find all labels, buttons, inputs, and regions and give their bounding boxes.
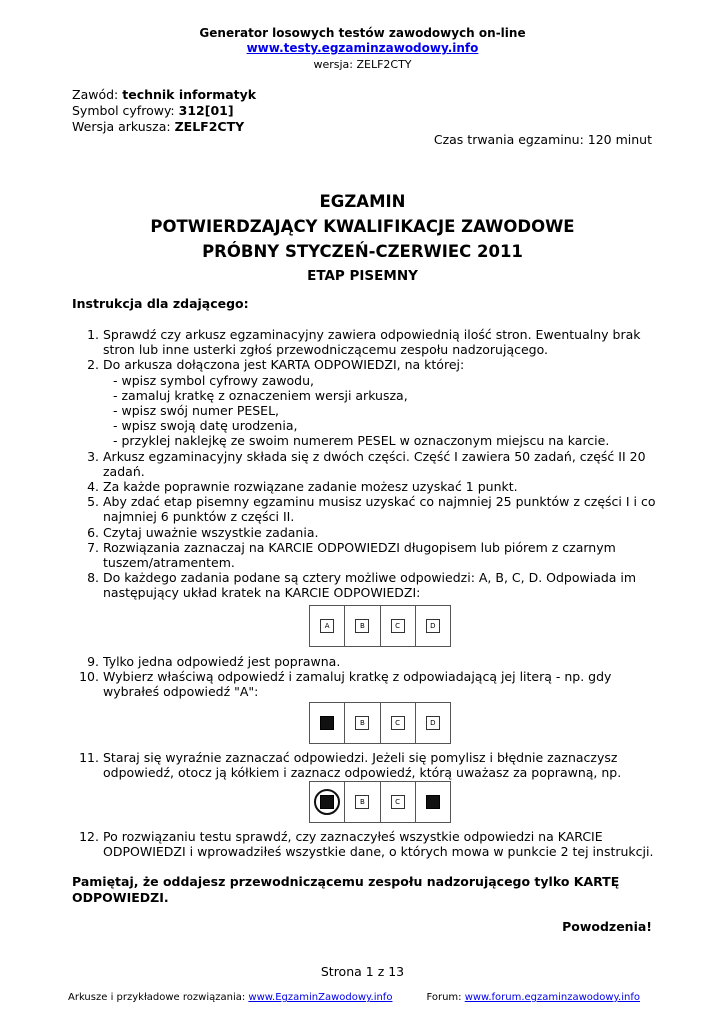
good-luck-text: Powodzenia!	[562, 919, 652, 934]
title-line-4: ETAP PISEMNY	[307, 268, 418, 284]
answer-cell-b	[345, 782, 380, 822]
footer-right	[426, 992, 640, 1003]
correction-circle-icon	[314, 789, 340, 815]
list-item	[72, 750, 662, 780]
item-number: 10.	[79, 669, 99, 685]
list-item	[72, 654, 662, 669]
item-number: 3.	[87, 448, 99, 464]
answer-box-d: D	[426, 716, 440, 730]
symbol-value: 312[01]	[178, 103, 234, 118]
answer-box-d-filled	[426, 795, 440, 809]
item-number: 4.	[87, 479, 99, 495]
list-item	[72, 494, 662, 524]
item-text: Czytaj uważnie wszystkie zadania.	[103, 524, 319, 540]
answer-cell-a	[310, 606, 345, 646]
instructions-list-part-1	[72, 327, 662, 601]
item-text: Po rozwiązaniu testu sprawdź, czy zaznaczyłeś wszystkie odpowiedzi na KARCIE ODPOWIEDZI i wprowadziłeś wszystkie dane, o których mowa w punkcie 2 tej instrukcji.	[103, 829, 654, 860]
profession-line	[72, 86, 256, 103]
answer-cell-d	[416, 703, 450, 743]
instructions-list-part-4	[72, 829, 662, 859]
item-number: 11.	[79, 750, 99, 765]
item-number: 8.	[87, 570, 99, 586]
item-number: 2.	[87, 357, 99, 373]
list-item	[72, 449, 662, 479]
exam-titles	[0, 189, 725, 287]
answer-cell-b	[345, 606, 380, 646]
answer-box-b: B	[355, 619, 369, 633]
symbol-line	[72, 102, 234, 119]
answer-box-d: D	[426, 619, 440, 633]
item-text: Do arkusza dołączona jest KARTA ODPOWIEDZI, na której:	[103, 357, 465, 373]
remember-note: Pamiętaj, że oddajesz przewodniczącemu zespołu nadzorującego tylko KARTĘ ODPOWIEDZI.	[72, 874, 620, 905]
item-text: Aby zdać etap pisemny egzaminu musisz uzyskać co najmniej 25 punktów z części I i co najmniej 6 punktów z części II.	[103, 494, 656, 525]
item-number: 1.	[87, 327, 99, 342]
sub-item: - zamaluj kratkę z oznaczeniem wersji arkusza,	[113, 387, 408, 403]
sheet-version-label: Wersja arkusza:	[72, 119, 171, 134]
header-link-container	[0, 41, 725, 55]
item-text: Tylko jedna odpowiedź jest poprawna.	[103, 654, 341, 669]
sheet-version-line	[72, 118, 244, 135]
footer-right-label: Forum:	[426, 992, 462, 1003]
instructions-list-part-2	[72, 654, 662, 700]
item-number: 12.	[79, 829, 99, 844]
title-line-3: PRÓBNY STYCZEŃ-CZERWIEC 2011	[202, 242, 523, 261]
answer-cell-d	[416, 782, 450, 822]
answer-cell-c	[381, 703, 416, 743]
answer-box-c: C	[391, 795, 405, 809]
answer-cell-c	[381, 782, 416, 822]
item-text: Sprawdź czy arkusz egzaminacyjny zawiera odpowiednią ilość stron. Ewentualny brak stron lub inne usterki zgłoś przewodniczącemu zespołu nadzorującego.	[103, 327, 641, 358]
answer-cell-a	[310, 782, 345, 822]
answer-cell-d	[416, 606, 450, 646]
footer-left	[68, 992, 392, 1003]
page-number: Strona 1 z 13	[320, 964, 405, 979]
profession-value: technik informatyk	[122, 87, 257, 102]
footer-right-link[interactable]: www.forum.egzaminzawodowy.info	[464, 992, 640, 1003]
item-text: Rozwiązania zaznaczaj na KARCIE ODPOWIEDZI długopisem lub piórem z czarnym tuszem/atramentem.	[103, 539, 616, 571]
list-item	[72, 570, 662, 600]
list-item	[72, 327, 662, 357]
profession-label: Zawód:	[72, 87, 119, 102]
list-item	[72, 829, 662, 859]
title-line-2: POTWIERDZAJĄCY KWALIFIKACJE ZAWODOWE	[150, 217, 575, 236]
sub-item: - wpisz symbol cyfrowy zawodu,	[113, 372, 314, 388]
answer-box-b: B	[355, 716, 369, 730]
sheet-version-value: ZELF2CTY	[174, 119, 245, 134]
answer-cell-b	[345, 703, 380, 743]
answer-grid-filled-example	[309, 702, 451, 744]
footer-left-link[interactable]: www.EgzaminZawodowy.info	[248, 992, 393, 1003]
item-text: Za każde poprawnie rozwiązane zadanie możesz uzyskać 1 punkt.	[103, 479, 518, 495]
answer-box-c: C	[391, 619, 405, 633]
answer-box-a-filled	[320, 716, 334, 730]
sub-item: - przyklej naklejkę ze swoim numerem PESEL w oznaczonym miejscu na karcie.	[113, 433, 610, 449]
list-item	[72, 357, 662, 448]
list-item	[72, 479, 662, 494]
footer-left-label: Arkusze i przykładowe rozwiązania:	[68, 992, 246, 1003]
item-text: Wybierz właściwą odpowiedź i zamaluj kratkę z odpowiadającą jej literą - np. gdy wybrałeś odpowiedź "A":	[103, 669, 612, 700]
answer-cell-a	[310, 703, 345, 743]
answer-box-c: C	[391, 716, 405, 730]
item-number: 9.	[87, 654, 99, 669]
answer-cell-c	[381, 606, 416, 646]
item-number: 6.	[87, 524, 99, 540]
instructions-list-part-3	[72, 750, 662, 780]
instructions-heading: Instrukcja dla zdającego:	[72, 296, 249, 311]
item-number: 5.	[87, 494, 99, 510]
symbol-label: Symbol cyfrowy:	[72, 103, 175, 118]
list-item	[72, 669, 662, 699]
header-link[interactable]: www.testy.egzaminzawodowy.info	[246, 41, 479, 55]
answer-box-a: A	[320, 619, 334, 633]
answer-box-a-filled	[320, 795, 334, 809]
sub-item: - wpisz swój numer PESEL,	[113, 403, 280, 419]
header-version: wersja: ZELF2CTY	[313, 58, 412, 71]
answer-grid-correction-example	[309, 781, 451, 823]
answer-box-b: B	[355, 795, 369, 809]
item-text: Do każdego zadania podane są cztery możliwe odpowiedzi: A, B, C, D. Odpowiada im następujący układ kratek na KARCIE ODPOWIEDZI:	[103, 570, 637, 601]
item-text: Arkusz egzaminacyjny składa się z dwóch części. Część I zawiera 50 zadań, część II 20 zadań.	[103, 448, 646, 479]
item-number: 7.	[87, 539, 99, 555]
list-item	[72, 540, 662, 570]
title-line-1: EGZAMIN	[319, 192, 406, 211]
list-item	[72, 525, 662, 540]
item-text: Staraj się wyraźnie zaznaczać odpowiedzi. Jeżeli się pomylisz i błędnie zaznaczysz odpowiedź, otocz ją kółkiem i zaznacz odpowiedź, którą uważasz za poprawną, np.	[103, 750, 622, 781]
exam-duration: Czas trwania egzaminu: 120 minut	[433, 132, 652, 147]
header-title: Generator losowych testów zawodowych on-line	[199, 26, 526, 40]
sub-item: - wpisz swoją datę urodzenia,	[113, 418, 298, 434]
answer-grid-empty-example	[309, 605, 451, 647]
